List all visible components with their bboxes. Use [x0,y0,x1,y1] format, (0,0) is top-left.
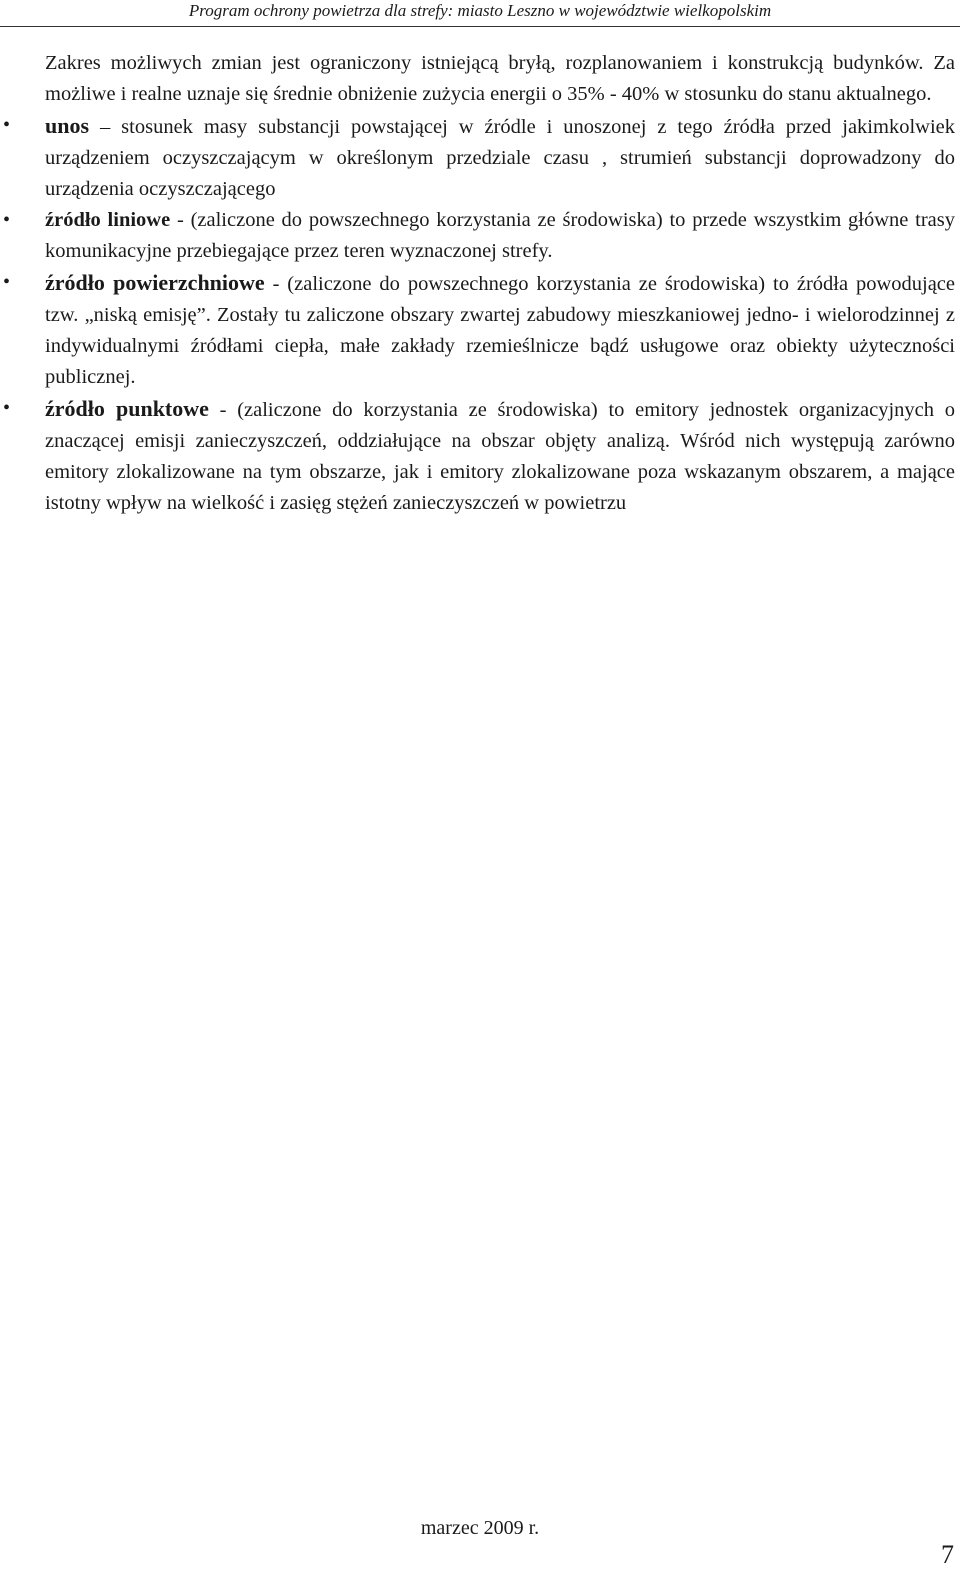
page-content [45,48,955,519]
definition-zrodlo-powierzchniowe-text: - (zaliczone do powszechnego korzystania ze środowiska) to źródła powodujące tzw. „niską emisję”. Zostały tu zaliczone obszary zwartej zabudowy mieszkaniowej jedno- i wielorodzinnej z indywidualnymi źródłami ciepła, małe zakłady rzemieślnicze bądź usługowe oraz obiekty użyteczności publicznej. [45,273,956,388]
definition-zrodlo-liniowe [45,205,955,267]
definition-zrodlo-liniowe-text: - (zaliczone do powszechnego korzystania ze środowiska) to przede wszystkim główne trasy komunikacyjne przebiegające przez teren wyznaczonej strefy. [45,209,956,262]
definition-unos [45,110,955,205]
definition-zrodlo-punktowe-text: - (zaliczone do korzystania ze środowiska) to emitory jednostek organizacyjnych o znaczącej emisji zanieczyszczeń, oddziałujące na obszar objęty analizą. Wśród nich występują zarówno emitory zlokalizowane na tym obszarze, jak i emitory zlokalizowane poza wskazanym obszarem, a mające istotny wpływ na wielkość i zasięg stężeń zanieczyszczeń w powietrzu [45,399,955,514]
document-title: Program ochrony powietrza dla strefy: miasto Leszno w województwie wielkopolskim [188,1,772,20]
term-unos: unos [45,113,90,138]
definition-zrodlo-powierzchniowe [45,267,955,393]
term-zrodlo-punktowe: źródło punktowe [45,396,209,421]
term-zrodlo-liniowe: źródło liniowe [45,209,171,231]
term-zrodlo-powierzchniowe: źródło powierzchniowe [45,270,265,295]
definition-unos-text: – stosunek masy substancji powstającej w źródle i unoszonej z tego źródła przed jakimkolwiek urządzeniem oczyszczającym w określonym przedziale czasu , strumień substancji doprowadzony do urządzenia oczyszczającego [45,116,955,200]
definition-zrodlo-punktowe [45,393,955,519]
definitions-list [45,110,955,519]
page-number: 7 [941,1540,954,1569]
intro-paragraph: Zakres możliwych zmian jest ograniczony istniejącą bryłą, rozplanowaniem i konstrukcją budynków. Za możliwe i realne uznaje się średnie obniżenie zużycia energii o 35% - 40% w stosunku do stanu aktualnego. [45,52,955,105]
footer-date: marzec 2009 r. [420,1517,540,1539]
page-header [0,0,960,27]
